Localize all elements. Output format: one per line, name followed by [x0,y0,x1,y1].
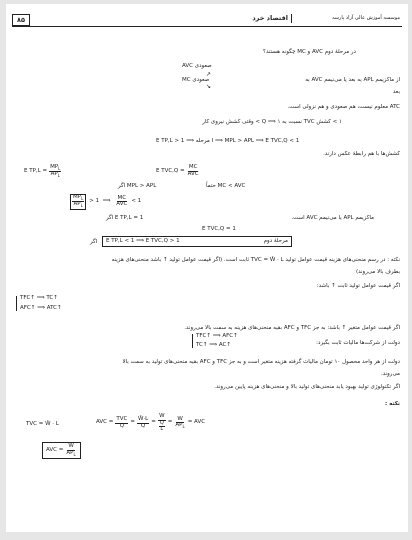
tax-bracket-line-2: TC↑ ⟹ AC↑ [196,341,231,348]
fixed-cost-bracket [16,296,62,311]
atc-line: ATC معلوم نیست، هم صعودی و هم نزولی است. [287,104,400,110]
stage-two-formula: E TP,L < 1 ⟹ E TVC,Q > 1 [106,237,180,244]
tvc-formula: TVC = W̄ · L [26,421,59,427]
note-seven: نکته : [385,401,400,407]
avc-boxed-formula: AVC = $\frac{W}{AP_L}$ [42,442,81,459]
note-two: اگر قیمت عوامل تولید ثابت ↑ باشد: [316,283,400,289]
note-one-cont: بطرف بالا می‌روند) [355,269,400,275]
elasticity-line: ۱ > کشش TVC نسبت به Q ⟹ ۱ > وقتی کشش نیروی کار [202,119,342,125]
max-apl-min-avc: ماکزیمم APL یا می‌نیمم AVC است. [291,215,374,221]
note-five: دولت از هر واحد محصول ۱۰ تومان مالیات گرفته هزینه متغیر است و به جز TFC و AFC بقیه منحنی‌های تولید به سمت بالا [122,359,400,365]
unit-elasticity-condition: اگر E TP,L = 1 [106,215,144,221]
note-four: دولت از شرکت‌ها مالیات ثابت بگیرد: [316,340,400,346]
avc-box-lhs: AVC = [46,446,64,453]
header-separator [291,14,292,23]
cost-elasticity-formula: E TVC,Q = $\frac{MC}{\text{AVC}}$ [156,164,199,177]
mpl-apl-condition: اگر MPL > APL [118,183,157,189]
bracket-line-2: AFC↑ ⟹ ATC↑ [20,304,62,311]
stage-two-label: مرحلهٔ دوم [263,237,288,244]
page-number-box [12,14,30,26]
bracket-line-1: TFC↑ ⟹ TC↑ [20,295,58,301]
arrow-up-icon: ↗ [206,71,212,78]
question-line: در مرحلهٔ دوم AVC و MC چگونه هستند؟ [263,49,356,55]
max-apl-line: از ماکزیمم APL به بعد یا می‌نیمم AVC به [305,77,400,83]
publisher-name: موسسه آموزش عالی آزاد پارسه [332,15,400,21]
header-rule [12,26,402,27]
tax-bracket-line-1: TFC↑ ⟹ AFC↑ [196,333,238,339]
avc-rising-label: AVC صعودی [182,63,212,69]
fraction-inequality: $\frac{MP_L}{AP_L}$ > 1 ⟹ $\frac{MC}{\text{AVC}}$ < 1 [70,194,141,210]
mc-rising-label: MC صعودی [182,77,210,83]
note-six: اگر تکنولوژی تولید بهبود یابد منحنی‌های تولید بالا و منحنی‌های هزینه پایین می‌روند. [214,384,400,390]
mc-avc-line: حتماً MC < AVC [206,183,246,189]
formula-lhs: E TP,L = [24,168,48,175]
avc-lhs: AVC = [96,419,114,426]
book-title: اقتصاد خرد [252,14,288,22]
document-page [6,4,408,532]
labor-elasticity-formula: E TP,L = $\frac{MP_L}{AP_L}$ [24,164,61,179]
tax-bracket [192,334,238,348]
formula-lhs-2: E TVC,Q = [156,167,185,174]
after-label: بعد [392,89,400,95]
stage-two-box [102,236,292,247]
stage-one-chain: E TP,L > 1 ⟹ مرحله I ⟹ MPL > APL ⟹ E TVC,Q < 1 [156,138,300,144]
note-five-cont: می‌روند. [380,371,400,377]
inverse-relation-line: کشش‌ها با هم رابطهٔ عکس دارند. [323,151,400,157]
avc-derivation: AVC = $\frac{\text{TVC}}{Q}$ = $\frac{W̄\cdot L}{Q}$ = $\frac{W}{\frac{Q}{L}}$ = $\frac{W}{AP_L}$ = AVC [96,413,206,433]
unit-cost-elasticity: E TVC,Q = 1 [202,226,236,232]
note-three: اگر قیمت عوامل متغیر ↑ باشد: به جز TFC و AFC بقیه منحنی‌های هزینه به سمت بالا می‌روند. [184,325,400,331]
arrow-down-icon: ↘ [206,83,212,90]
note-one: نکته : در رسم منحنی‌های هزینه قیمت عوامل تولید TVC = W̄ · L ثابت است. (اگر قیمت عوامل تولید ↑ باشد منحنی‌های هزینه [111,257,400,263]
page-number: ۸۵ [17,15,25,24]
if-label: اگر [90,239,98,245]
